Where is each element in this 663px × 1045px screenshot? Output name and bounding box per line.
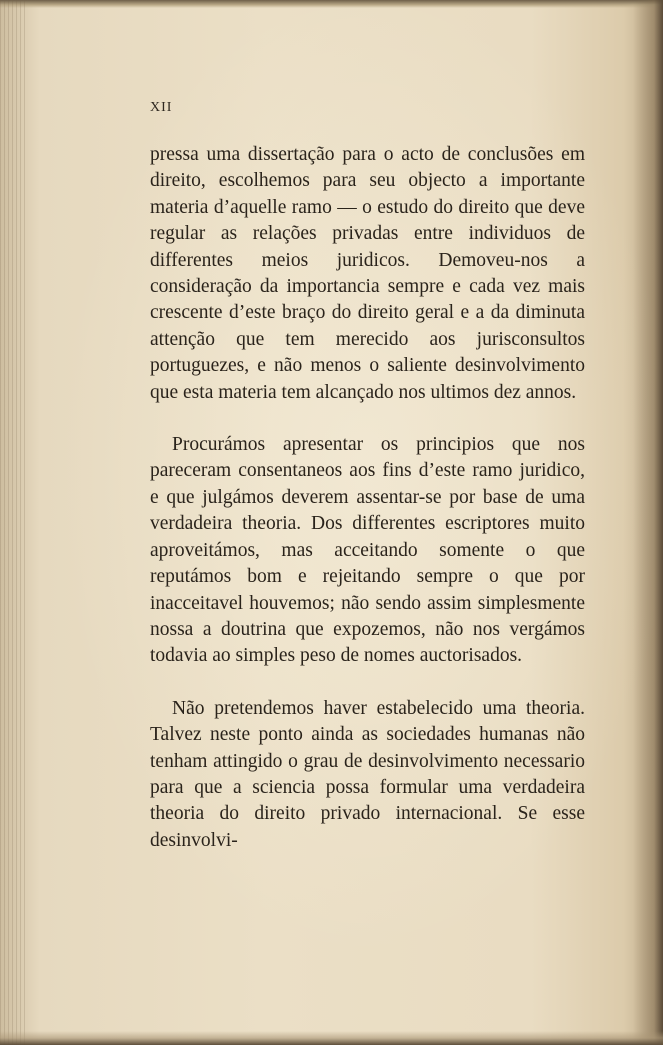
page-top-edge [0, 0, 663, 8]
page-bottom-edge [0, 1031, 663, 1045]
page-right-edge [633, 0, 663, 1045]
paragraph-3: Não pretendemos haver estabelecido uma theoria. Talvez neste ponto ainda as sociedades humanas não tenham attingido o grau de desinvolvimento necessario para que a sciencia possa formular uma verdadeira theoria do direito privado internacional. Se esse desinvolvi- [150, 697, 585, 851]
page-gutter [0, 0, 26, 1045]
paragraph-1: pressa uma dissertação para o acto de conclusões em direito, escolhemos para seu objecto a importante materia d’aquelle ramo — o estudo do direito que deve regular as relações privadas entre individuos de differentes meios juridicos. Demoveu-nos a consideração da importancia sempre e cada vez mais crescente d’este braço do direito geral e a da diminuta attenção que tem merecido aos jurisconsultos portuguezes, e não menos o saliente desinvolvimento que esta materia tem alcançado nos ultimos dez annos. [150, 144, 585, 403]
paragraph-2: Procurámos apresentar os principios que nos pareceram consentaneos aos fins d’este ramo juridico, e que julgámos deverem assentar-se por base de uma verdadeira theoria. Dos differentes escriptores muito aproveitámos, mas acceitando somente o que reputámos bom e rejeitando sempre o que por inacceitavel houvemos; não sendo assim simplesmente nossa a doutrina que expozemos, não nos vergámos todavia ao simples peso de nomes auctorisados. [150, 434, 585, 667]
body-text [150, 142, 585, 854]
page-number: XII [150, 100, 173, 115]
